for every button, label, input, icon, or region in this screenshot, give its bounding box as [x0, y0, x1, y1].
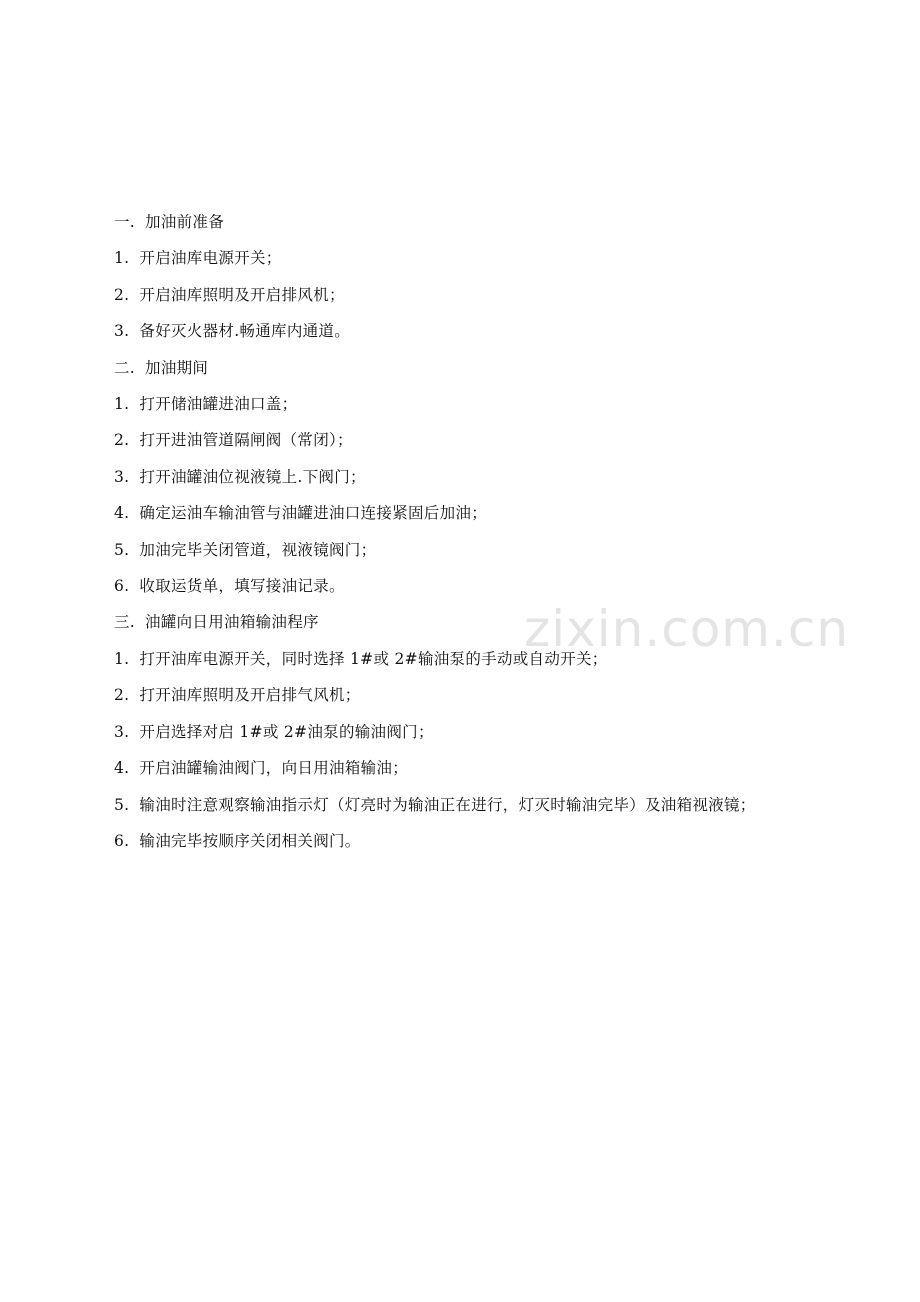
item-text: 备好灭火器材.畅通库内通道。 — [139, 322, 351, 341]
item-text: 输油完毕按顺序关闭相关阀门。 — [139, 831, 361, 850]
list-item — [114, 495, 814, 531]
list-item — [114, 750, 814, 786]
item-text: 打开油库照明及开启排气风机； — [139, 686, 361, 705]
item-text: 开启油库照明及开启排风机； — [139, 285, 345, 304]
section-title: 加油期间 — [145, 358, 209, 377]
item-number: 2. — [114, 285, 130, 304]
item-text: 打开进油管道隔闸阀（常闭）； — [139, 431, 353, 450]
item-text: 确定运油车输油管与油罐进油口连接紧固后加油； — [139, 504, 487, 523]
item-number: 2. — [114, 431, 130, 450]
item-text: 开启选择对启 1#或 2#油泵的输油阀门； — [139, 722, 434, 741]
item-text: 收取运货单，填写接油记录。 — [139, 577, 345, 596]
item-number: 1. — [114, 249, 130, 268]
list-item — [114, 823, 814, 859]
list-item — [114, 422, 814, 458]
item-text: 开启油库电源开关； — [139, 249, 282, 268]
list-item — [114, 714, 814, 750]
section-title: 加油前准备 — [145, 213, 225, 231]
list-item — [114, 787, 814, 823]
document-body — [114, 204, 814, 859]
item-number: 2. — [114, 686, 130, 705]
item-number: 3. — [114, 722, 130, 741]
list-item — [114, 459, 814, 495]
list-item — [114, 313, 814, 349]
section-number: 三. — [114, 613, 136, 632]
section-title: 油罐向日用油箱输油程序 — [145, 613, 319, 632]
list-item — [114, 568, 814, 604]
item-number: 1. — [114, 649, 130, 668]
item-text: 开启油罐输油阀门，向日用油箱输油； — [139, 759, 408, 778]
section-heading — [114, 350, 814, 386]
item-number: 6. — [114, 831, 130, 850]
item-number: 3. — [114, 322, 130, 341]
item-text: 输油时注意观察输油指示灯（灯亮时为输油正在进行，灯灭时输油完毕）及油箱视液镜； — [139, 795, 756, 814]
item-number: 3. — [114, 467, 130, 486]
list-item — [114, 677, 814, 713]
watermark: zixin.com.cn — [524, 600, 850, 658]
item-text: 打开储油罐进油口盖； — [139, 395, 298, 414]
item-number: 4. — [114, 759, 130, 778]
item-number: 5. — [114, 540, 130, 559]
section-number: 一. — [114, 213, 136, 231]
list-item — [114, 277, 814, 313]
item-number: 4. — [114, 504, 130, 523]
item-text: 打开油罐油位视液镜上.下阀门； — [139, 467, 366, 486]
list-item — [114, 641, 814, 677]
list-item — [114, 240, 814, 276]
section-number: 二. — [114, 358, 136, 377]
section-heading — [114, 604, 814, 640]
item-number: 5. — [114, 795, 130, 814]
list-item — [114, 386, 814, 422]
item-text: 加油完毕关闭管道，视液镜阀门； — [139, 540, 377, 559]
list-item — [114, 532, 814, 568]
section-heading — [114, 204, 814, 240]
item-number: 6. — [114, 577, 130, 596]
item-text: 打开油库电源开关，同时选择 1#或 2#输油泵的手动或自动开关； — [139, 649, 608, 668]
item-number: 1. — [114, 395, 130, 414]
